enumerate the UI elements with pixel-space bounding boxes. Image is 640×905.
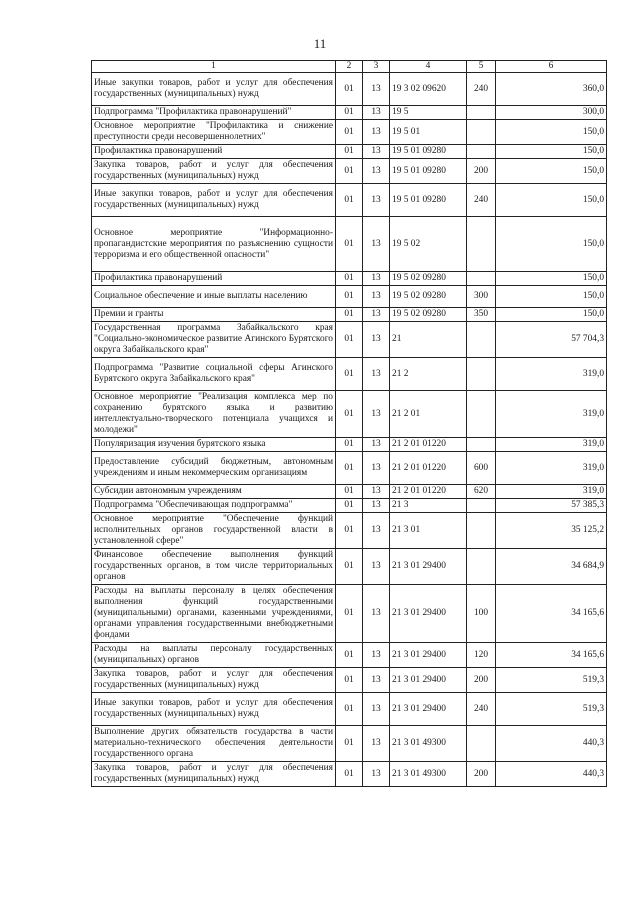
- row-name-cell: Подпрограмма "Профилактика правонарушений": [92, 106, 336, 120]
- row-section-cell: 01: [336, 549, 363, 585]
- row-name-cell: Закупка товаров, работ и услуг для обеспечения государственных (муниципальных) нужд: [92, 762, 336, 787]
- row-amount-cell: 34 165,6: [496, 643, 607, 668]
- table-row: [92, 286, 607, 308]
- row-section-cell: 01: [336, 438, 363, 452]
- row-expense-type-cell: [467, 549, 496, 585]
- row-target-article-cell: 19 5 01 09280: [390, 184, 467, 217]
- row-section-cell: 01: [336, 159, 363, 184]
- row-subsection-cell: 13: [363, 120, 390, 145]
- row-section-cell: 01: [336, 513, 363, 549]
- row-name-cell: Иные закупки товаров, работ и услуг для обеспечения государственных (муниципальных) нужд: [92, 73, 336, 106]
- row-section-cell: 01: [336, 643, 363, 668]
- table-row: [92, 272, 607, 286]
- row-section-cell: 01: [336, 73, 363, 106]
- row-amount-cell: 440,3: [496, 762, 607, 787]
- table-row: [92, 322, 607, 358]
- row-subsection-cell: 13: [363, 668, 390, 693]
- row-target-article-cell: 19 5: [390, 106, 467, 120]
- row-amount-cell: 300,0: [496, 106, 607, 120]
- row-target-article-cell: 21 3 01 49300: [390, 762, 467, 787]
- row-name-cell: Подпрограмма "Обеспечивающая подпрограмма": [92, 499, 336, 513]
- table-row: [92, 159, 607, 184]
- header-col-3: 3: [363, 61, 390, 73]
- row-name-cell: Закупка товаров, работ и услуг для обеспечения государственных (муниципальных) нужд: [92, 668, 336, 693]
- row-amount-cell: 57 385,3: [496, 499, 607, 513]
- header-row: [92, 61, 607, 73]
- row-section-cell: 01: [336, 668, 363, 693]
- row-subsection-cell: 13: [363, 106, 390, 120]
- row-name-cell: Субсидии автономным учреждениям: [92, 485, 336, 499]
- row-section-cell: 01: [336, 585, 363, 643]
- row-name-cell: Социальное обеспечение и иные выплаты населению: [92, 286, 336, 308]
- row-name-cell: Основное мероприятие "Реализация комплекса мер по сохранению бурятского языка и развитию интеллектуально-творческого потенциала учащихся и молодежи": [92, 391, 336, 438]
- row-section-cell: 01: [336, 499, 363, 513]
- row-target-article-cell: 21 3 01 29400: [390, 693, 467, 726]
- row-subsection-cell: 13: [363, 145, 390, 159]
- row-target-article-cell: 19 5 02 09280: [390, 272, 467, 286]
- row-section-cell: 01: [336, 145, 363, 159]
- table-row: [92, 391, 607, 438]
- header-col-1: 1: [92, 61, 336, 73]
- table-row: [92, 73, 607, 106]
- table-row: [92, 693, 607, 726]
- row-expense-type-cell: 200: [467, 668, 496, 693]
- row-amount-cell: 150,0: [496, 159, 607, 184]
- page-number: 11: [313, 36, 327, 51]
- row-target-article-cell: 21 3 01 49300: [390, 726, 467, 762]
- row-section-cell: 01: [336, 391, 363, 438]
- row-name-cell: Основное мероприятие "Профилактика и снижение преступности среди несовершеннолетних": [92, 120, 336, 145]
- row-name-cell: Премии и гранты: [92, 308, 336, 322]
- row-amount-cell: 150,0: [496, 217, 607, 272]
- row-name-cell: Иные закупки товаров, работ и услуг для обеспечения государственных (муниципальных) нужд: [92, 693, 336, 726]
- row-amount-cell: 34 165,6: [496, 585, 607, 643]
- row-subsection-cell: 13: [363, 159, 390, 184]
- row-amount-cell: 319,0: [496, 358, 607, 391]
- row-expense-type-cell: [467, 322, 496, 358]
- row-subsection-cell: 13: [363, 513, 390, 549]
- row-amount-cell: 150,0: [496, 308, 607, 322]
- row-amount-cell: 440,3: [496, 726, 607, 762]
- row-section-cell: 01: [336, 217, 363, 272]
- row-expense-type-cell: 240: [467, 184, 496, 217]
- row-amount-cell: 519,3: [496, 668, 607, 693]
- row-expense-type-cell: [467, 272, 496, 286]
- row-section-cell: 01: [336, 272, 363, 286]
- header-col-5: 5: [467, 61, 496, 73]
- row-name-cell: Профилактика правонарушений: [92, 272, 336, 286]
- row-section-cell: 01: [336, 358, 363, 391]
- row-target-article-cell: 19 5 02 09280: [390, 308, 467, 322]
- row-target-article-cell: 19 5 01: [390, 120, 467, 145]
- table-row: [92, 513, 607, 549]
- row-amount-cell: 150,0: [496, 286, 607, 308]
- header-col-2: 2: [336, 61, 363, 73]
- row-name-cell: Выполнение других обязательств государства в части материально-технического обеспечения деятельности государственного органа: [92, 726, 336, 762]
- row-subsection-cell: 13: [363, 438, 390, 452]
- row-subsection-cell: 13: [363, 184, 390, 217]
- row-expense-type-cell: [467, 145, 496, 159]
- row-expense-type-cell: [467, 120, 496, 145]
- table-row: [92, 549, 607, 585]
- row-target-article-cell: 19 5 01 09280: [390, 145, 467, 159]
- row-target-article-cell: 21 2 01 01220: [390, 438, 467, 452]
- row-target-article-cell: 21: [390, 322, 467, 358]
- table-row: [92, 308, 607, 322]
- table-row: [92, 217, 607, 272]
- table-row: [92, 499, 607, 513]
- row-expense-type-cell: 240: [467, 693, 496, 726]
- table-row: [92, 668, 607, 693]
- row-amount-cell: 360,0: [496, 73, 607, 106]
- row-subsection-cell: 13: [363, 549, 390, 585]
- row-section-cell: 01: [336, 726, 363, 762]
- row-expense-type-cell: [467, 726, 496, 762]
- table-row: [92, 358, 607, 391]
- row-expense-type-cell: 120: [467, 643, 496, 668]
- row-name-cell: Государственная программа Забайкальского края "Социально-экономическое развитие Агинского Бурятского округа Забайкальского края": [92, 322, 336, 358]
- table-row: [92, 485, 607, 499]
- row-section-cell: 01: [336, 184, 363, 217]
- row-expense-type-cell: 600: [467, 452, 496, 485]
- table-row: [92, 762, 607, 787]
- row-amount-cell: 34 684,9: [496, 549, 607, 585]
- row-expense-type-cell: [467, 513, 496, 549]
- row-subsection-cell: 13: [363, 585, 390, 643]
- row-target-article-cell: 21 3 01 29400: [390, 668, 467, 693]
- row-expense-type-cell: 350: [467, 308, 496, 322]
- row-amount-cell: 150,0: [496, 145, 607, 159]
- row-section-cell: 01: [336, 693, 363, 726]
- row-expense-type-cell: [467, 391, 496, 438]
- row-name-cell: Основное мероприятие "Информационно-пропагандистские мероприятия по разъяснению сущности терроризма и его общественной опасности": [92, 217, 336, 272]
- row-amount-cell: 319,0: [496, 391, 607, 438]
- table-row: [92, 585, 607, 643]
- row-name-cell: Предоставление субсидий бюджетным, автономным учреждениям и иным некоммерческим организациям: [92, 452, 336, 485]
- row-subsection-cell: 13: [363, 762, 390, 787]
- table-row: [92, 145, 607, 159]
- row-expense-type-cell: 300: [467, 286, 496, 308]
- row-subsection-cell: 13: [363, 73, 390, 106]
- row-target-article-cell: 19 3 02 09620: [390, 73, 467, 106]
- row-subsection-cell: 13: [363, 322, 390, 358]
- row-section-cell: 01: [336, 286, 363, 308]
- row-name-cell: Финансовое обеспечение выполнения функций государственных органов, в том числе территориальных органов: [92, 549, 336, 585]
- row-expense-type-cell: [467, 499, 496, 513]
- row-expense-type-cell: [467, 358, 496, 391]
- table-row: [92, 643, 607, 668]
- row-section-cell: 01: [336, 485, 363, 499]
- row-expense-type-cell: [467, 438, 496, 452]
- row-target-article-cell: 21 3 01: [390, 513, 467, 549]
- row-subsection-cell: 13: [363, 643, 390, 668]
- row-target-article-cell: 21 2 01: [390, 391, 467, 438]
- row-subsection-cell: 13: [363, 391, 390, 438]
- row-subsection-cell: 13: [363, 308, 390, 322]
- row-target-article-cell: 19 5 01 09280: [390, 159, 467, 184]
- row-subsection-cell: 13: [363, 358, 390, 391]
- row-name-cell: Закупка товаров, работ и услуг для обеспечения государственных (муниципальных) нужд: [92, 159, 336, 184]
- row-section-cell: 01: [336, 106, 363, 120]
- row-name-cell: Подпрограмма "Развитие социальной сферы Агинского Бурятского округа Забайкальского края": [92, 358, 336, 391]
- row-expense-type-cell: 200: [467, 762, 496, 787]
- row-subsection-cell: 13: [363, 217, 390, 272]
- row-section-cell: 01: [336, 322, 363, 358]
- row-subsection-cell: 13: [363, 286, 390, 308]
- row-section-cell: 01: [336, 762, 363, 787]
- row-target-article-cell: 19 5 02: [390, 217, 467, 272]
- row-expense-type-cell: [467, 217, 496, 272]
- row-subsection-cell: 13: [363, 452, 390, 485]
- row-name-cell: Расходы на выплаты персоналу государственных (муниципальных) органов: [92, 643, 336, 668]
- table-row: [92, 726, 607, 762]
- row-target-article-cell: 21 3 01 29400: [390, 643, 467, 668]
- row-subsection-cell: 13: [363, 499, 390, 513]
- row-name-cell: Основное мероприятие "Обеспечение функций исполнительных органов государственной власти в установленной сфере": [92, 513, 336, 549]
- header-col-4: 4: [390, 61, 467, 73]
- row-target-article-cell: 21 2: [390, 358, 467, 391]
- row-expense-type-cell: 240: [467, 73, 496, 106]
- row-name-cell: Расходы на выплаты персоналу в целях обеспечения выполнения функций государственными (муниципальными) органами, казенными учреждениями, органами управления государственными внебюджетными фондами: [92, 585, 336, 643]
- table-row: [92, 106, 607, 120]
- row-target-article-cell: 21 2 01 01220: [390, 452, 467, 485]
- row-amount-cell: 319,0: [496, 452, 607, 485]
- row-amount-cell: 319,0: [496, 485, 607, 499]
- table-row: [92, 438, 607, 452]
- row-target-article-cell: 21 3 01 29400: [390, 549, 467, 585]
- row-amount-cell: 319,0: [496, 438, 607, 452]
- row-amount-cell: 150,0: [496, 272, 607, 286]
- table-row: [92, 184, 607, 217]
- row-target-article-cell: 21 3: [390, 499, 467, 513]
- table-row: [92, 452, 607, 485]
- row-target-article-cell: 21 3 01 29400: [390, 585, 467, 643]
- row-subsection-cell: 13: [363, 485, 390, 499]
- row-name-cell: Популяризация изучения бурятского языка: [92, 438, 336, 452]
- row-expense-type-cell: 200: [467, 159, 496, 184]
- row-amount-cell: 150,0: [496, 120, 607, 145]
- row-section-cell: 01: [336, 120, 363, 145]
- table-row: [92, 120, 607, 145]
- row-subsection-cell: 13: [363, 726, 390, 762]
- row-section-cell: 01: [336, 452, 363, 485]
- budget-table: [91, 60, 607, 787]
- row-section-cell: 01: [336, 308, 363, 322]
- row-name-cell: Иные закупки товаров, работ и услуг для обеспечения государственных (муниципальных) нужд: [92, 184, 336, 217]
- header-col-6: 6: [496, 61, 607, 73]
- row-expense-type-cell: 620: [467, 485, 496, 499]
- row-amount-cell: 35 125,2: [496, 513, 607, 549]
- row-amount-cell: 57 704,3: [496, 322, 607, 358]
- row-amount-cell: 519,3: [496, 693, 607, 726]
- row-subsection-cell: 13: [363, 272, 390, 286]
- row-expense-type-cell: 100: [467, 585, 496, 643]
- row-subsection-cell: 13: [363, 693, 390, 726]
- row-target-article-cell: 21 2 01 01220: [390, 485, 467, 499]
- row-amount-cell: 150,0: [496, 184, 607, 217]
- row-target-article-cell: 19 5 02 09280: [390, 286, 467, 308]
- row-name-cell: Профилактика правонарушений: [92, 145, 336, 159]
- row-expense-type-cell: [467, 106, 496, 120]
